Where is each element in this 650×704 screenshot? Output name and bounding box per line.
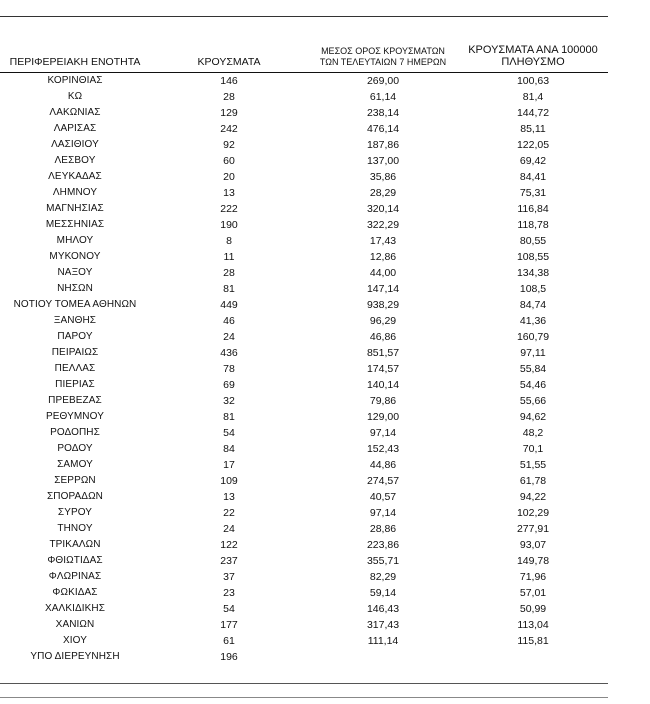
cases-cell: 11 [223,251,235,263]
table-row [0,553,608,569]
per-100k-cell: 115,81 [517,635,549,647]
seven-day-average-cell: 35,86 [369,171,397,183]
region-cell: ΠΕΙΡΑΙΩΣ [51,347,99,358]
cases-cell: 177 [220,619,238,631]
header-cases-per-100k-line2: ΠΛΗΘΥΣΜΟ [501,56,565,68]
header-seven-day-average-line1: ΜΕΣΟΣ ΟΡΟΣ ΚΡΟΥΣΜΑΤΩΝ [321,46,445,56]
cases-cell: 54 [223,603,235,615]
region-cell: ΜΑΓΝΗΣΙΑΣ [46,203,104,214]
cases-cell: 24 [223,523,235,535]
table-row [0,137,608,153]
per-100k-cell: 57,01 [519,587,547,599]
region-cell: ΝΟΤΙΟΥ ΤΟΜΕΑ ΑΘΗΝΩΝ [13,299,137,310]
per-100k-cell: 69,42 [519,155,547,167]
per-100k-cell: 277,91 [516,523,550,535]
cases-cell: 436 [220,347,238,359]
seven-day-average-cell: 320,14 [366,203,400,215]
cases-cell: 222 [220,203,238,215]
cases-cell: 24 [223,331,235,343]
header-seven-day-average [308,44,458,73]
header-row [0,44,608,73]
per-100k-cell: 48,2 [522,427,544,439]
table-body [0,73,608,666]
region-cell: ΠΡΕΒΕΖΑΣ [48,395,102,406]
table-row [0,601,608,617]
table-row [0,169,608,185]
seven-day-average-cell: 61,14 [369,91,397,103]
table-row [0,505,608,521]
per-100k-cell: 85,11 [520,123,546,135]
seven-day-average-cell: 28,29 [369,187,397,199]
seven-day-average-cell: 238,14 [366,107,400,119]
region-cell: ΦΛΩΡΙΝΑΣ [48,571,102,582]
region-cell: ΠΙΕΡΙΑΣ [55,379,95,390]
cases-cell: 122 [220,539,238,551]
table-row [0,313,608,329]
seven-day-average-cell: 317,43 [366,619,400,631]
region-cell: ΝΑΞΟΥ [57,267,93,278]
region-cell: ΦΘΙΩΤΙΔΑΣ [47,555,103,566]
seven-day-average-cell: 96,29 [369,315,397,327]
seven-day-average-cell: 152,43 [366,443,400,455]
region-cell: ΛΑΚΩΝΙΑΣ [49,107,101,118]
per-100k-cell: 134,38 [516,267,550,279]
seven-day-average-cell: 59,14 [369,587,397,599]
per-100k-cell: 70,1 [522,443,544,455]
table-row [0,233,608,249]
cases-cell: 46 [223,315,235,327]
header-seven-day-average-line2: ΤΩΝ ΤΕΛΕΥΤΑΙΩΝ 7 ΗΜΕΡΩΝ [319,57,447,67]
table-row [0,89,608,105]
per-100k-cell: 71,96 [519,571,547,583]
seven-day-average-cell: 17,43 [369,235,397,247]
region-cell: ΡΟΔΟΠΗΣ [50,427,100,438]
per-100k-cell: 84,74 [519,299,547,311]
seven-day-average-cell: 476,14 [366,123,400,135]
bottom-divider-secondary [0,697,608,698]
region-cell: ΤΗΝΟΥ [57,523,93,534]
per-100k-cell: 61,78 [519,475,547,487]
region-cell: ΠΕΛΛΑΣ [54,363,96,374]
table-row [0,425,608,441]
cases-cell: 237 [220,555,238,567]
table-row [0,473,608,489]
region-cell: ΛΑΡΙΣΑΣ [53,123,97,134]
region-cell: ΜΥΚΟΝΟΥ [49,251,101,262]
per-100k-cell: 55,84 [519,363,547,375]
table-row [0,409,608,425]
per-100k-cell: 108,55 [516,251,550,263]
region-cell: ΣΑΜΟΥ [57,459,93,470]
table-row [0,569,608,585]
table-row [0,489,608,505]
table-row [0,457,608,473]
per-100k-cell: 116,84 [517,203,549,215]
cases-cell: 32 [223,395,235,407]
per-100k-cell: 75,31 [519,187,547,199]
seven-day-average-cell: 137,00 [366,155,400,167]
seven-day-average-cell: 97,14 [369,507,397,519]
cases-cell: 146 [220,75,238,87]
cases-cell: 20 [223,171,235,183]
cases-cell: 28 [223,267,235,279]
cases-cell: 13 [223,491,235,503]
table-row [0,297,608,313]
table-row [0,345,608,361]
cases-cell: 196 [220,651,238,663]
seven-day-average-cell: 44,86 [369,459,397,471]
seven-day-average-cell: 111,14 [367,635,399,647]
seven-day-average-cell: 223,86 [366,539,400,551]
per-100k-cell: 93,07 [519,539,547,551]
per-100k-cell: 55,66 [519,395,547,407]
seven-day-average-cell: 146,43 [366,603,400,615]
cases-cell: 84 [223,443,235,455]
per-100k-cell: 84,41 [519,171,547,183]
region-cell: ΧΑΛΚΙΔΙΚΗΣ [45,603,105,614]
seven-day-average-cell [308,649,458,665]
table-row [0,441,608,457]
per-100k-cell: 118,78 [517,219,549,231]
cases-cell: 8 [226,235,232,247]
seven-day-average-cell: 274,57 [366,475,400,487]
region-cell: ΛΗΜΝΟΥ [52,187,98,198]
per-100k-cell [458,649,608,665]
seven-day-average-cell: 44,00 [369,267,397,279]
seven-day-average-cell: 129,00 [366,411,400,423]
per-100k-cell: 50,99 [519,603,547,615]
cases-cell: 13 [223,187,235,199]
per-100k-cell: 41,36 [519,315,547,327]
table-row [0,617,608,633]
per-100k-cell: 113,04 [517,619,549,631]
table-row [0,521,608,537]
table-row [0,633,608,649]
per-100k-cell: 97,11 [520,347,546,359]
table-header [0,44,608,73]
region-cell: ΛΑΣΙΘΙΟΥ [51,139,99,150]
table-row [0,537,608,553]
bottom-divider [0,683,608,684]
cases-cell: 242 [220,123,238,135]
table-row [0,105,608,121]
seven-day-average-cell: 40,57 [369,491,397,503]
region-cell: ΣΥΡΟΥ [57,507,93,518]
header-region: ΠΕΡΙΦΕΡΕΙΑΚΗ ΕΝΟΤΗΤΑ [0,44,150,73]
table-row [0,185,608,201]
cases-cell: 81 [223,411,235,423]
cases-cell: 78 [223,363,235,375]
table-row [0,265,608,281]
table-row [0,649,608,665]
table-row [0,281,608,297]
region-cell: ΜΕΣΣΗΝΙΑΣ [45,219,105,230]
per-100k-cell: 100,63 [516,75,550,87]
table-row [0,217,608,233]
region-cell: ΜΗΛΟΥ [56,235,94,246]
per-100k-cell: 94,62 [519,411,547,423]
table-row [0,329,608,345]
region-cell: ΣΠΟΡΑΔΩΝ [47,491,103,502]
seven-day-average-cell: 28,86 [369,523,397,535]
region-cell: ΛΕΥΚΑΔΑΣ [48,171,102,182]
cases-cell: 81 [223,283,235,295]
region-cell: ΚΟΡΙΝΘΙΑΣ [47,75,103,86]
table-row [0,73,608,90]
region-cell: ΧΙΟΥ [63,635,87,646]
region-cell: ΣΕΡΡΩΝ [54,475,96,486]
region-cell: ΥΠΟ ΔΙΕΡΕΥΝΗΣΗ [30,651,120,662]
table-row [0,249,608,265]
per-100k-cell: 54,46 [519,379,547,391]
seven-day-average-cell: 269,00 [366,75,400,87]
seven-day-average-cell: 97,14 [369,427,397,439]
top-divider [0,16,608,17]
seven-day-average-cell: 46,86 [369,331,397,343]
per-100k-cell: 102,29 [516,507,550,519]
region-cell: ΠΑΡΟΥ [57,331,93,342]
cases-cell: 54 [223,427,235,439]
seven-day-average-cell: 851,57 [366,347,400,359]
table-row [0,121,608,137]
per-100k-cell: 81,4 [522,91,544,103]
seven-day-average-cell: 187,86 [366,139,400,151]
seven-day-average-cell: 79,86 [369,395,397,407]
cases-cell: 449 [220,299,238,311]
per-100k-cell: 160,79 [516,331,550,343]
cases-cell: 92 [223,139,235,151]
cases-cell: 109 [220,475,238,487]
regional-cases-table [0,44,608,665]
header-cases-per-100k-line1: ΚΡΟΥΣΜΑΤΑ ΑΝΑ 100000 [468,44,598,56]
seven-day-average-cell: 174,57 [366,363,400,375]
region-cell: ΚΩ [67,91,83,102]
per-100k-cell: 144,72 [516,107,550,119]
seven-day-average-cell: 140,14 [366,379,400,391]
region-cell: ΤΡΙΚΑΛΩΝ [49,539,101,550]
seven-day-average-cell: 938,29 [366,299,400,311]
header-cases: ΚΡΟΥΣΜΑΤΑ [150,44,308,73]
per-100k-cell: 94,22 [519,491,547,503]
per-100k-cell: 80,55 [519,235,547,247]
seven-day-average-cell: 355,71 [366,555,400,567]
table-row [0,377,608,393]
cases-cell: 22 [223,507,235,519]
cases-cell: 28 [223,91,235,103]
seven-day-average-cell: 12,86 [369,251,397,263]
region-cell: ΝΗΣΩΝ [57,283,93,294]
cases-cell: 60 [223,155,235,167]
seven-day-average-cell: 322,29 [366,219,400,231]
table-row [0,153,608,169]
header-cases-per-100k [458,44,608,73]
cases-cell: 69 [223,379,235,391]
table-row [0,361,608,377]
seven-day-average-cell: 147,14 [366,283,400,295]
seven-day-average-cell: 82,29 [369,571,397,583]
region-cell: ΧΑΝΙΩΝ [55,619,95,630]
per-100k-cell: 149,78 [516,555,550,567]
cases-cell: 37 [223,571,235,583]
table-row [0,393,608,409]
region-cell: ΡΟΔΟΥ [57,443,93,454]
per-100k-cell: 122,05 [516,139,550,151]
per-100k-cell: 51,55 [519,459,547,471]
table-row [0,585,608,601]
region-cell: ΡΕΘΥΜΝΟΥ [46,411,104,422]
cases-cell: 61 [223,635,235,647]
region-cell: ΛΕΣΒΟΥ [54,155,96,166]
table-row [0,201,608,217]
cases-cell: 190 [220,219,238,231]
cases-cell: 23 [223,587,235,599]
region-cell: ΞΑΝΘΗΣ [53,315,97,326]
per-100k-cell: 108,5 [519,283,547,295]
cases-cell: 17 [223,459,235,471]
region-cell: ΦΩΚΙΔΑΣ [52,587,98,598]
cases-cell: 129 [220,107,238,119]
